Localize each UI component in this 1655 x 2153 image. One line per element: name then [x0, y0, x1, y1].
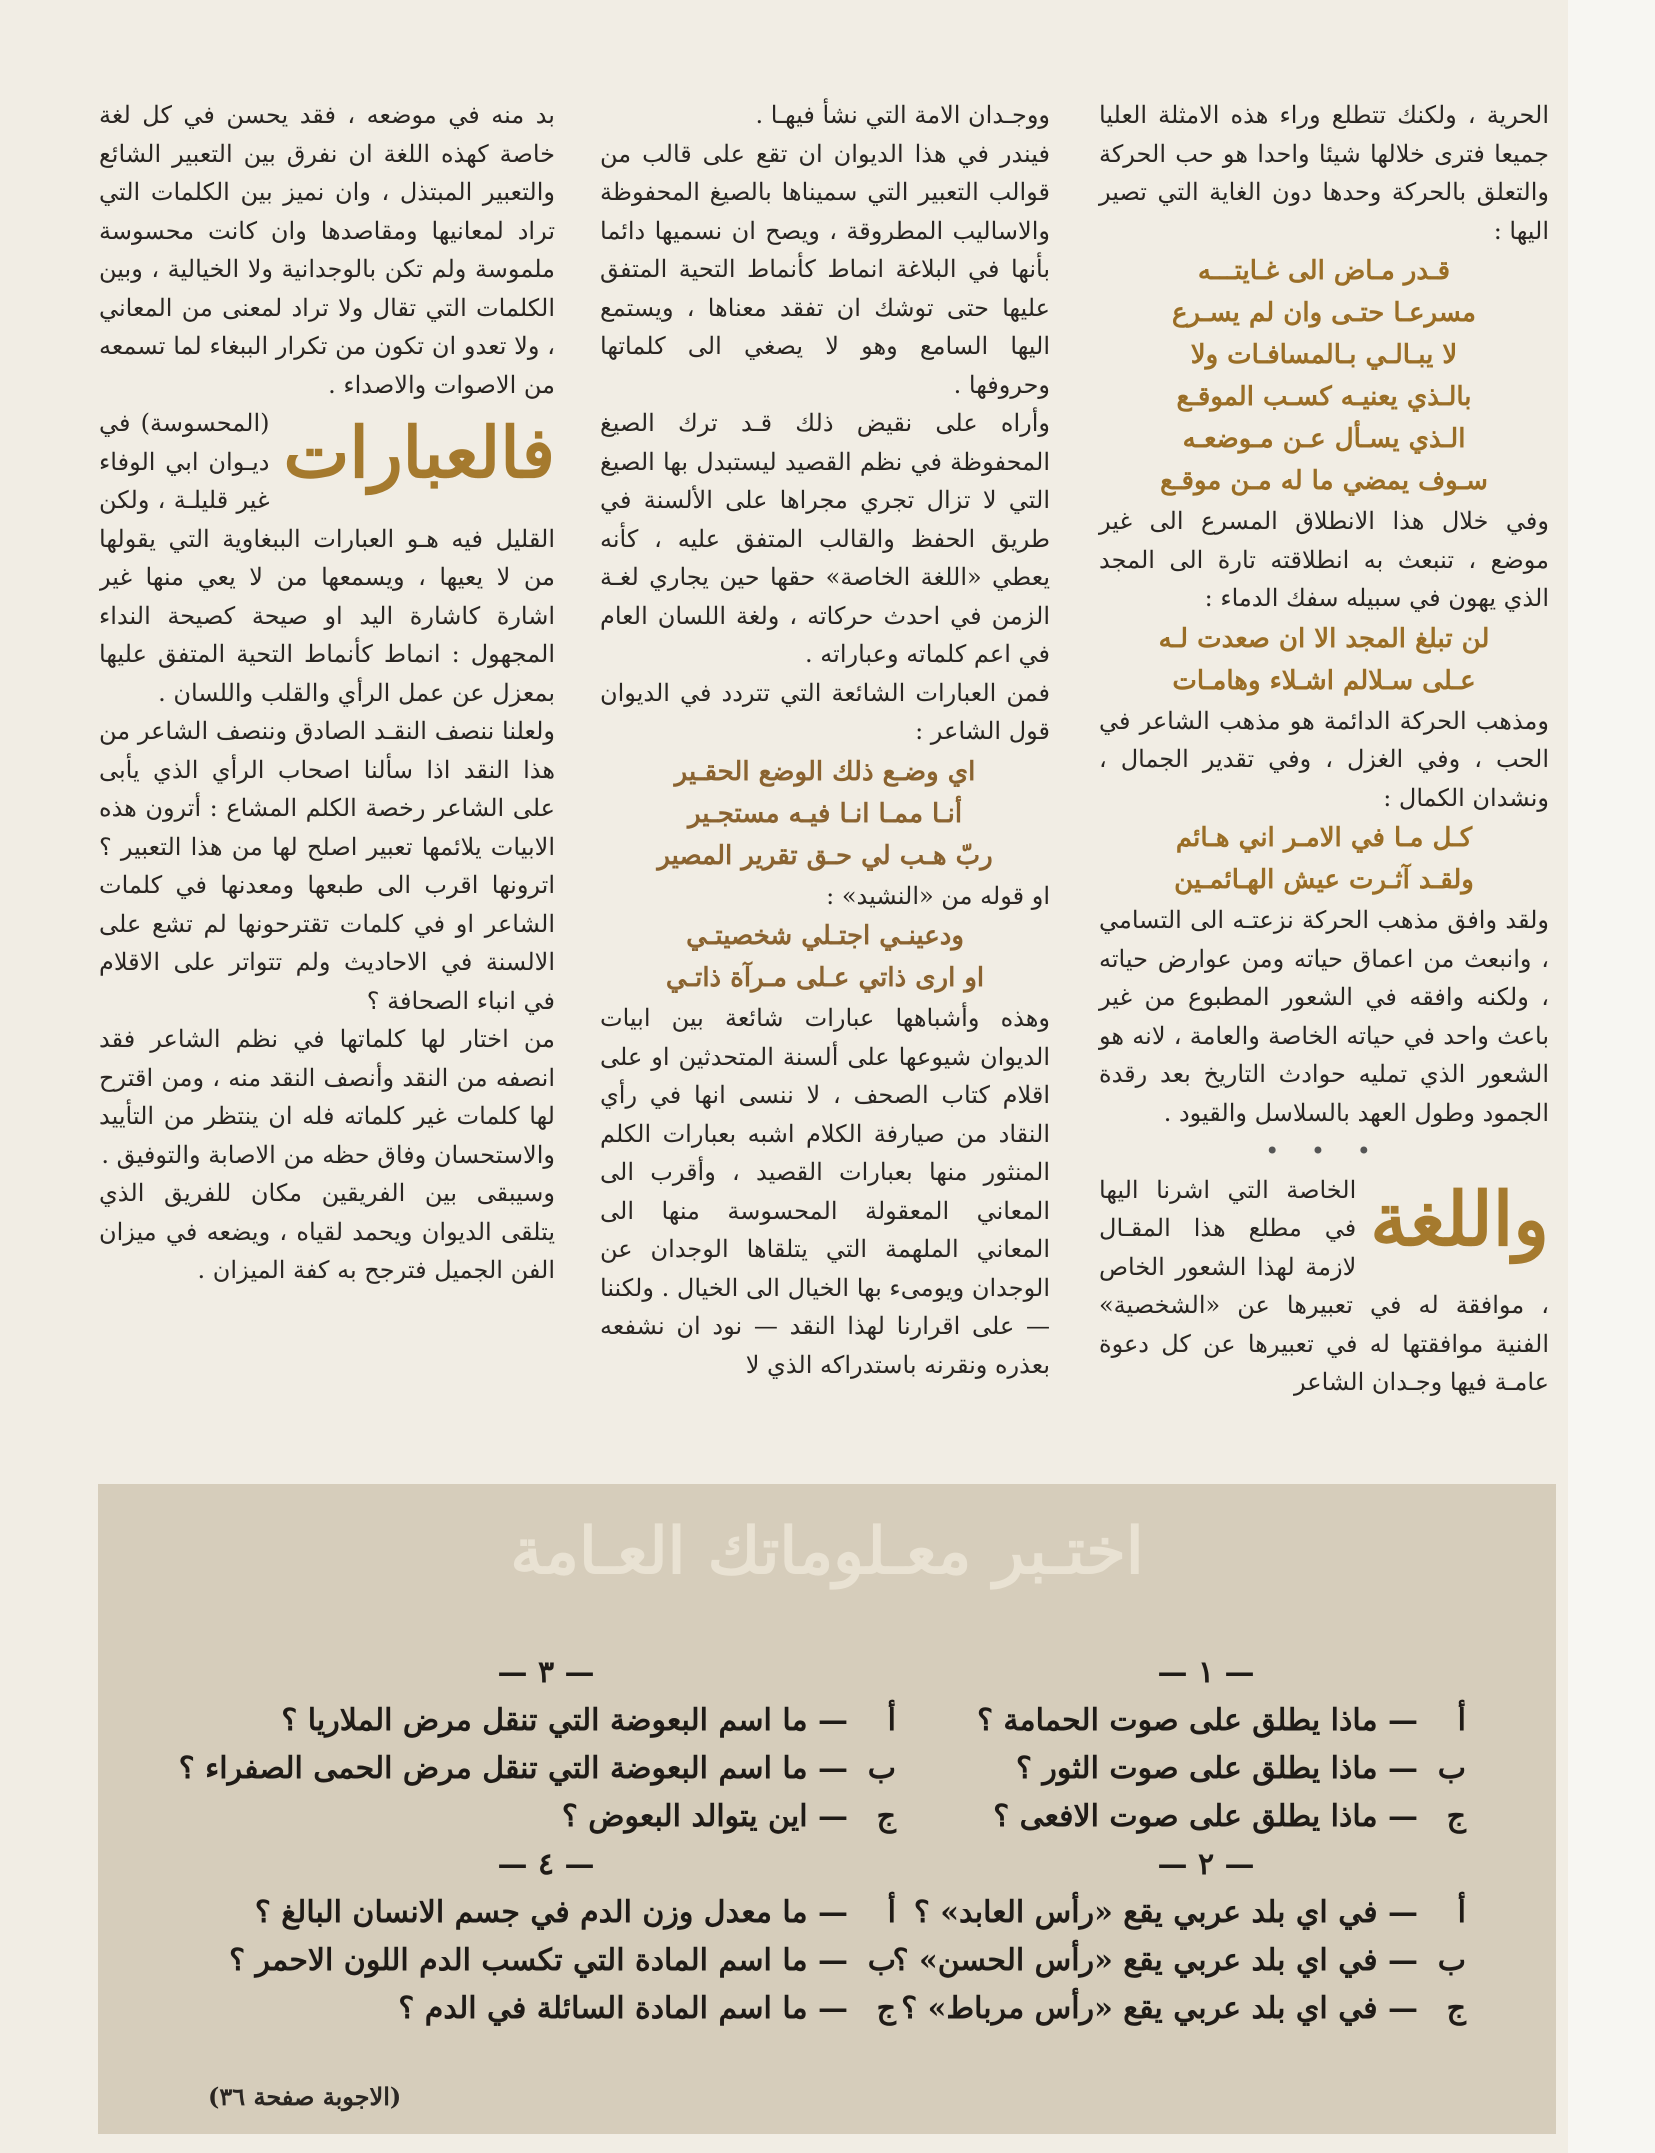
question-item	[913, 1889, 1466, 1937]
drop-cap-word: فالعبارات	[283, 411, 555, 494]
question-letter: أ	[1457, 1703, 1466, 1738]
verse-line: اي وضـع ذلك الوضع الحقـير	[674, 756, 976, 787]
quiz-title: اختـبر معـلوماتك العـامة	[510, 1514, 1144, 1589]
section-start	[1099, 1171, 1549, 1402]
paragraph: بد منه في موضعه ، فقد يحسن في كل لغة خاصة كهذه اللغة ان نفرق بين التعبير الشائع والتعبير المبتذل ، وان نميز بين الكلمات التي تراد لمعانيها ومقاصدها وان كانت محسوسة ملموسة ولم تكن بالوجدانية ولا الخيالية ، وبين الكلمات التي تقال ولا تراد لمعنى من المعاني ، ولا تعدو ان تكون من تكرار الببغاء لما تسمعه من الاصوات والاصداء .	[99, 101, 555, 399]
verse-line: بالـذي يعنيـه كسـب الموقـع	[1176, 382, 1472, 412]
verse-line: عـلى سـلالم اشـلاء وهامـات	[1172, 665, 1476, 696]
question-text: — في اي بلد عربي يقع «رأس العابد» ؟	[913, 1895, 1418, 1930]
verse-line: قـدر مـاض الى غـايتـــه	[1197, 256, 1451, 286]
paragraph: او قوله من «النشيد» :	[826, 881, 1050, 910]
verse-line: الـذي يسـأل عـن مـوضعـه	[1182, 424, 1466, 454]
quiz-column-right	[892, 1649, 1466, 2033]
verse-block	[1099, 250, 1549, 502]
question-text: — ما معدل وزن الدم في جسم الانسان البالغ ؟	[254, 1895, 848, 1930]
question-letter: ب	[1437, 1751, 1466, 1786]
quiz-column-left	[178, 1649, 896, 2033]
paragraph: فمن العبارات الشائعة التي تتردد في الديوان قول الشاعر :	[600, 678, 1050, 745]
paragraph: ولقد وافق مذهب الحركة نزعتـه الى التسامي ، وانبعث من اعماق حياته ومن عوارض حياته ، ولكنه وافقه في الشعور المطبوع من غير باعث واحد في حياته الخاصة والعامة ، لانه هو الشعور الذي تمليه حوادث التاريخ بعد رقدة الجمود وطول العهد بالسلاسل والقيود .	[1099, 906, 1549, 1127]
question-letter: أ	[887, 1895, 896, 1930]
question-item	[196, 1889, 896, 1937]
question-letter: ج	[876, 1799, 896, 1834]
verse-block	[1099, 618, 1549, 702]
question-item	[892, 1937, 1466, 1985]
paragraph: من اختار لها كلماتها في نظم الشاعر فقد انصفه من النقد وأنصف النقد منه ، ومن اقترح لها كلمات غير كلماته فله ان ينتظر من التأييد والاستحسان وفاق حظه من الاصابة والتوفيق .	[99, 1025, 555, 1169]
question-letter: أ	[1457, 1895, 1466, 1930]
question-text: — ما اسم البعوضة التي تنقل مرض الحمى الصفراء ؟	[178, 1751, 848, 1786]
question-text: — ماذا يطلق على صوت الثور ؟	[1016, 1751, 1418, 1786]
question-group-number: — ٢ —	[1157, 1847, 1255, 1882]
paragraph: الحرية ، ولكنك تتطلع وراء هذه الامثلة العليا جميعا فترى خلالها شيئا واحدا هو حب الحركة والتعلق بالحركة وحدها دون الغاية التي تصير اليها :	[1099, 101, 1549, 245]
verse-block	[600, 915, 1050, 999]
question-item	[946, 1745, 1466, 1793]
article-column-right	[1099, 96, 1549, 1402]
drop-cap-word: واللغة	[1370, 1176, 1549, 1263]
question-letter: ب	[1437, 1943, 1466, 1978]
question-item	[946, 1697, 1466, 1745]
paragraph: ووجـدان الامة التي نشأ فيهـا .	[755, 101, 1050, 129]
section-start	[99, 404, 555, 712]
verse-line: لن تبلغ المجد الا ان صعدت لـه	[1158, 623, 1490, 654]
question-item	[196, 1697, 896, 1745]
verse-line: لا يبـالـي بـالمسافـات ولا	[1190, 340, 1458, 370]
question-item	[946, 1793, 1466, 1841]
question-item	[196, 1937, 896, 1985]
question-item	[196, 1985, 896, 2033]
verse-line: او ارى ذاتي عـلى مـرآة ذاتـي	[665, 963, 985, 993]
question-letter: ب	[867, 1943, 896, 1978]
question-letter: ج	[876, 1991, 896, 2026]
paragraph: الخاصة التي اشرنا اليها في مطلع هذا المقـال لازمة لهذا الشعور الخاص ، موافقة له في تعبيرها عن «الشخصية» الفنية موافقتها له في تعبيرها عن كل دعوة عامـة فيها وجـدان الشاعر	[1099, 1175, 1549, 1396]
paragraph: وسيبقى بين الفريقين مكان للفريق الذي يتلقى الديوان ويحمد لقياه ، ويضعه في ميزان الفن الجميل فترجح به كفة الميزان .	[99, 1179, 555, 1284]
answers-note: (الاجوبة صفحة ٣٦)	[208, 2082, 402, 2111]
paragraph: (المحسوسة) في ديـوان ابي الوفاء غير قليلـة ، ولكن القليل فيه هـو العبارات الببغاوية التي يقولها من لا يعيها ، ويسمعها من لا يعي منها غير اشارة كاشارة اليد او صيحة كصيحة النداء المجهول : انماط كأنماط التحية المتفق عليها بمعزل عن عمل الرأي والقلب واللسان .	[99, 409, 555, 707]
verse-block	[1099, 817, 1549, 901]
quiz-box	[98, 1484, 1556, 2134]
question-item	[178, 1745, 896, 1793]
question-group-number: — ١ —	[1157, 1655, 1255, 1690]
verse-line: كـل مـا في الامـر اني هـائم	[1175, 823, 1473, 853]
question-letter: ب	[867, 1751, 896, 1786]
page-edge	[1568, 0, 1655, 2153]
paragraph: وفي خلال هذا الانطلاق المسرع الى غير موضع ، تنبعث به انطلاقته تارة الى المجد الذي يهون في سبيله سفك الدماء :	[1099, 507, 1549, 612]
question-text: — في اي بلد عربي يقع «رأس الحسن» ؟	[892, 1943, 1418, 1978]
question-text: — ما اسم المادة السائلة في الدم ؟	[398, 1991, 848, 2026]
question-letter: أ	[887, 1703, 896, 1738]
article-column-left	[99, 96, 555, 1290]
paragraph: ولعلنا ننصف النقـد الصادق وننصف الشاعر من هذا النقد اذا سألنا اصحاب الرأي الذي يأبى على الشاعر رخصة الكلم المشاع : أترون هذه الابيات يلائمها تعبير اصلح لها من هذا التعبير ؟ اترونها اقرب الى طبعها ومعدنها في كلمات الشاعر او في كلمات تقترحونها لم تشع على الالسنة في الاحاديث ولم تتواتر على الاقلام في انباء الصحافة ؟	[99, 717, 555, 1015]
verse-line: أنـا ممـا انـا فيـه مستجـير	[687, 798, 963, 829]
paragraph: فيندر في هذا الديوان ان تقع على قالب من قوالب التعبير التي سميناها بالصيغ المحفوظة والاساليب المطروقة ، ويصح ان نسميها دائما بأنها في البلاغة انماط كأنماط التحية المتفق عليها حتى توشك ان تفقد معناها ، ويستمع اليها السامع وهو لا يصغي الى كلماتها وحروفها .	[600, 139, 1050, 399]
verse-block	[600, 751, 1050, 877]
paragraph: وأراه على نقيض ذلك قـد ترك الصيغ المحفوظة في نظم القصيد ليستبدل بها الصيغ التي لا تزال تجري مجراها على الألسنة في طريق الحفظ والقالب المتفق عليه ، كأنه يعطي «اللغة الخاصة» حقها حين يجاري لغـة الزمن في احدث حركاته ، ولغة اللسان العام في اعم كلماته وعباراته .	[600, 409, 1050, 668]
question-group-number: — ٣ —	[497, 1655, 595, 1690]
question-text: — ما اسم المادة التي تكسب الدم اللون الاحمر ؟	[229, 1943, 848, 1978]
verse-line: ولقـد آثـرت عيش الهـائمـين	[1174, 865, 1474, 895]
question-group-number: — ٤ —	[497, 1847, 595, 1882]
question-item	[901, 1985, 1466, 2033]
verse-line: ربّ هـب لي حـق تقرير المصير	[657, 840, 993, 871]
question-letter: ج	[1446, 1991, 1466, 2026]
verse-line: مسرعـا حتـى وان لم يسـرع	[1172, 298, 1476, 328]
article-column-middle	[600, 96, 1050, 1384]
question-text: — في اي بلد عربي يقع «رأس مرباط» ؟	[901, 1991, 1418, 2026]
question-text: — ماذا يطلق على صوت الحمامة ؟	[977, 1703, 1418, 1738]
question-text: — ما اسم البعوضة التي تنقل مرض الملاريا ؟	[281, 1703, 848, 1738]
verse-line: ودعينـي اجتـلي شخصيتـي	[686, 921, 964, 951]
paragraph: وهذه وأشباهها عبارات شائعة بين ابيات الديوان شيوعها على ألسنة المتحدثين او على اقلام كتاب الصحف ، لا ننسى انها في رأي النقاد من صيارفة الكلام اشبه بعبارات الكلم المنثور منها بعبارات القصيد ، وأقرب الى المعاني المعقولة المحسوسة منها الى المعاني الملهمة التي يتلقاها الوجدان عن الوجدان ويومىء بها الخيال الى الخيال . ولكننا — على اقرارنا لهذا النقد — نود ان نشفعه بعذره ونقرنه باستدراكه الذي لا	[600, 1004, 1050, 1379]
question-text: — اين يتوالد البعوض ؟	[561, 1799, 848, 1834]
verse-line: سـوف يمضي ما له مـن موقـع	[1160, 466, 1488, 496]
question-text: — ماذا يطلق على صوت الافعى ؟	[993, 1799, 1418, 1834]
section-separator: • • •	[1265, 1137, 1383, 1165]
question-letter: ج	[1446, 1799, 1466, 1834]
question-item	[196, 1793, 896, 1841]
paragraph: ومذهب الحركة الدائمة هو مذهب الشاعر في الحب ، وفي الغزل ، وفي تقدير الجمال ، ونشدان الكمال :	[1099, 706, 1549, 812]
